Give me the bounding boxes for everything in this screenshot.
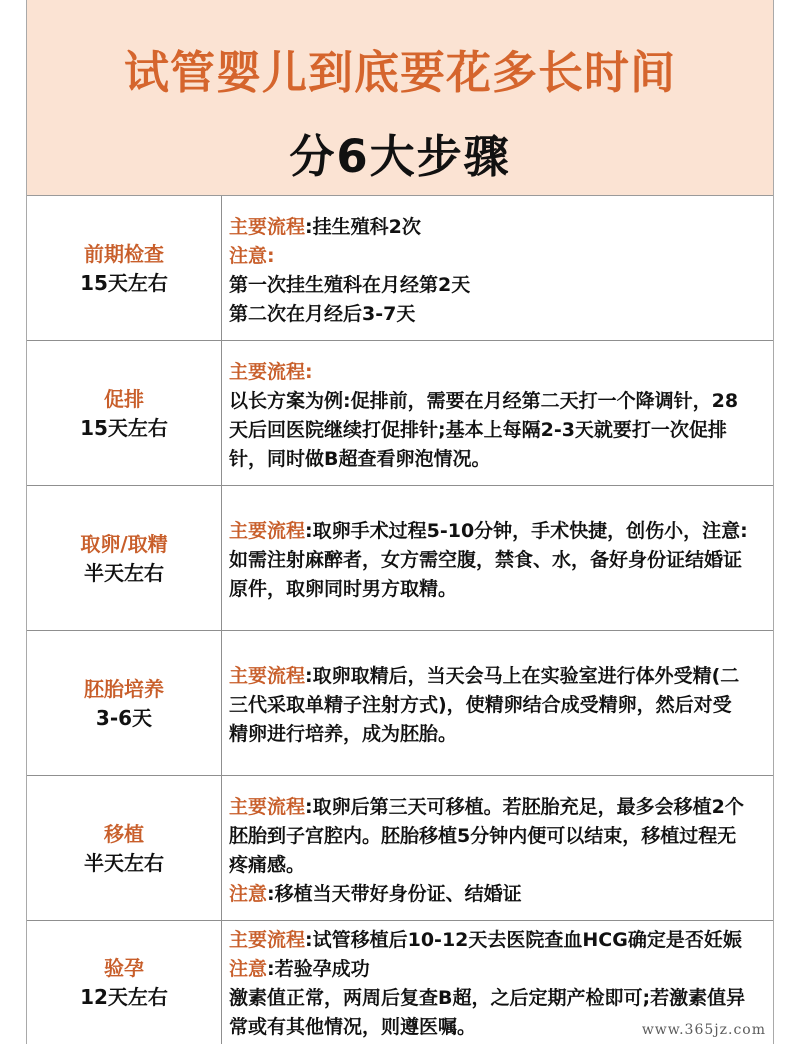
main-process-label: 主要流程 (229, 929, 306, 951)
step-duration: 15天左右 (80, 415, 168, 440)
description-line (229, 793, 767, 822)
description-text: 胚胎到子宫腔内。胚胎移植5分钟内便可以结束，移植过程无 (229, 825, 737, 847)
step-duration: 15天左右 (80, 270, 168, 295)
description-line (229, 926, 767, 955)
description-line (229, 662, 767, 691)
step-description (229, 793, 767, 909)
description-text: 精卵进行培养，成为胚胎。 (229, 723, 458, 745)
description-text: :取卵手术过程5-10分钟，手术快捷，创伤小，注意: (305, 520, 748, 542)
description-text: :移植当天带好身份证、结婚证 (267, 883, 522, 905)
step-row-embryo-culture (27, 631, 773, 776)
description-text: 原件，取卵同时男方取精。 (229, 578, 458, 600)
description-line (229, 213, 767, 242)
note-label: 注意: (229, 245, 275, 267)
step-label-cell (27, 631, 222, 775)
step-label-cell (27, 921, 222, 1044)
step-label-cell (27, 486, 222, 630)
step-name: 取卵/取精 (80, 531, 168, 556)
description-text: 激素值正常，两周后复查B超，之后定期产检即可;若激素值异 (229, 987, 746, 1009)
main-process-label: 主要流程 (229, 665, 306, 687)
description-line (229, 955, 767, 984)
note-label: 注意 (229, 883, 268, 905)
description-text: 针，同时做B超查看卵泡情况。 (229, 448, 491, 470)
description-text: 第二次在月经后3-7天 (229, 303, 416, 325)
step-label-cell (27, 776, 222, 920)
description-text: 天后回医院继续打促排针;基本上每隔2-3天就要打一次促排 (229, 419, 727, 441)
step-duration: 3-6天 (95, 705, 153, 730)
step-description (229, 358, 767, 474)
step-description (229, 662, 767, 749)
step-name: 胚胎培养 (84, 676, 164, 701)
step-description (229, 517, 767, 604)
page-title: 试管婴儿到底要花多长时间 (123, 46, 676, 99)
step-row-retrieval (27, 486, 773, 631)
title-header (27, 0, 773, 196)
step-row-exam (27, 196, 773, 341)
description-text: :挂生殖科2次 (305, 216, 421, 238)
note-label: 注意 (229, 958, 268, 980)
main-process-label: 主要流程 (229, 520, 306, 542)
page-subtitle: 分6大步骤 (289, 130, 511, 183)
step-name: 验孕 (104, 956, 144, 980)
description-text: :取卵后第三天可移植。若胚胎充足，最多会移植2个 (305, 796, 744, 818)
step-row-stimulation (27, 341, 773, 486)
step-description (229, 213, 767, 329)
step-duration: 半天左右 (84, 850, 164, 875)
main-process-label: 主要流程 (229, 216, 306, 238)
step-duration: 12天左右 (80, 985, 168, 1009)
description-line (229, 517, 767, 546)
step-label-cell (27, 341, 222, 485)
description-text: :若验孕成功 (267, 958, 370, 980)
description-text: 常或有其他情况，则遵医嘱。 (229, 1016, 477, 1038)
step-name: 移植 (104, 821, 144, 846)
description-text: 如需注射麻醉者，女方需空腹，禁食、水，备好身份证结婚证 (229, 549, 743, 571)
infographic-page (26, 0, 774, 1044)
description-text: 三代采取单精子注射方式)，使精卵结合成受精卵，然后对受 (229, 694, 732, 716)
main-process-label: 主要流程: (229, 361, 313, 383)
step-row-transfer (27, 776, 773, 921)
description-line (229, 880, 767, 909)
description-text: :取卵取精后，当天会马上在实验室进行体外受精(二 (305, 665, 740, 687)
website-watermark: www.365jz.com (641, 1022, 766, 1038)
description-text: 以长方案为例:促排前，需要在月经第二天打一个降调针，28 (229, 390, 739, 412)
step-duration: 半天左右 (84, 560, 164, 585)
description-text: 疼痛感。 (229, 854, 306, 876)
description-text: :试管移植后10-12天去医院查血HCG确定是否妊娠 (305, 929, 742, 951)
step-label-cell (27, 196, 222, 340)
step-name: 促排 (104, 386, 144, 411)
description-text: 第一次挂生殖科在月经第2天 (229, 274, 471, 296)
step-name: 前期检查 (84, 241, 164, 266)
main-process-label: 主要流程 (229, 796, 306, 818)
